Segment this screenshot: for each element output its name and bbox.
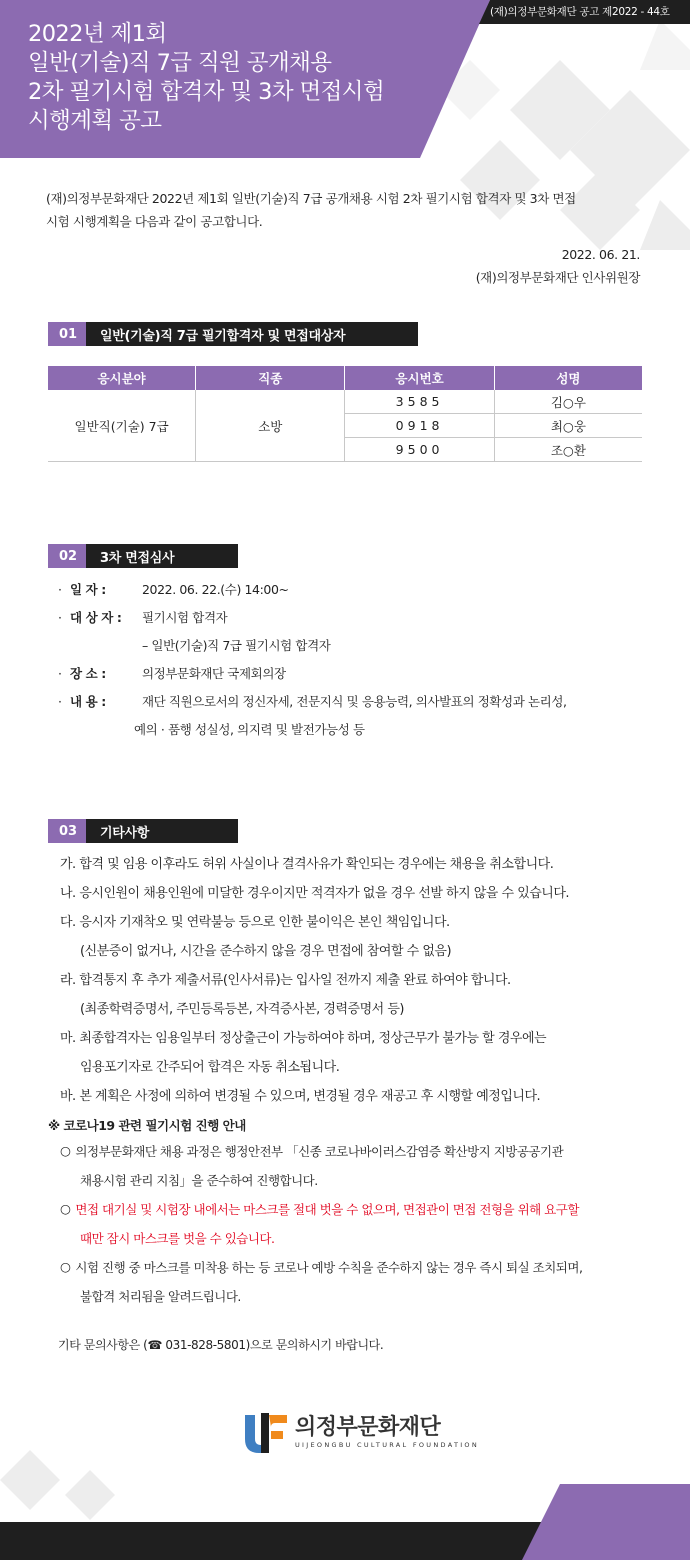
info-label: 일 자 :: [70, 582, 106, 597]
logo-name-ko: 의정부문화재단: [295, 1415, 441, 1440]
title-line: 2022년 제1회: [28, 21, 167, 47]
page-title: [28, 20, 448, 136]
info-row-target-sub: [58, 631, 658, 659]
covid-notice: [48, 1114, 658, 1310]
applicant-table: [48, 366, 642, 462]
intro-line: (재)의정부문화재단 2022년 제1회 일반(기술)직 7급 공개채용 시험 2차 필기시험 합격자 및 3차 면접: [46, 191, 576, 206]
note-line: 마. 최종합격자는 임용일부터 정상출근이 가능하여야 하며, 정상근무가 불가능 할 경우에는: [60, 1031, 547, 1046]
cell-exam-number: 3585: [345, 390, 494, 414]
info-value: 재단 직원으로서의 정신자세, 전문지식 및 응용능력, 의사발표의 정확성과 논리성,: [142, 694, 567, 709]
info-value: – 일반(기술)직 7급 필기시험 합격자: [142, 638, 331, 653]
circle-marker-icon: ○: [60, 1201, 71, 1216]
cell-name: 김○우: [494, 390, 642, 414]
title-line: 일반(기술)직 7급 직원 공개채용: [28, 50, 332, 76]
title-line: 시행계획 공고: [28, 108, 162, 134]
foundation-logo: [243, 1411, 479, 1455]
note-line: 가. 합격 및 임용 이후라도 허위 사실이나 결격사유가 확인되는 경우에는 채용을 취소합니다.: [60, 857, 554, 872]
section-heading-2: [48, 544, 238, 568]
info-label: 내 용 :: [70, 694, 106, 709]
circle-marker-icon: ○: [60, 1143, 71, 1158]
info-row-content-cont: [58, 715, 658, 743]
cell-exam-number: 9500: [345, 438, 494, 462]
column-header: 응시번호: [345, 366, 494, 390]
contact-info: 기타 문의사항은 (☎ 031-828-5801)으로 문의하시기 바랍니다.: [58, 1338, 384, 1352]
bullet: ·: [58, 665, 62, 681]
covid-text: 의정부문화재단 채용 과정은 행정안전부 「신종 코로나바이러스감염증 확산방지 지방공공기관: [75, 1143, 564, 1159]
info-row-place: [58, 659, 658, 687]
section-title: 일반(기술)직 7급 필기합격자 및 면접대상자: [86, 322, 418, 346]
info-value: 2022. 06. 22.(수) 14:00~: [142, 582, 289, 597]
info-value: 필기시험 합격자: [142, 610, 228, 625]
cell-name: 조○환: [494, 438, 642, 462]
section-title: 3차 면접심사: [86, 544, 238, 568]
covid-warning-text: 때만 잠시 마스크를 벗을 수 있습니다.: [80, 1230, 275, 1246]
covid-title: ※ 코로나19 관련 필기시험 진행 안내: [48, 1118, 246, 1133]
bullet: ·: [58, 609, 62, 625]
covid-warning-text: 면접 대기실 및 시험장 내에서는 마스크를 절대 벗을 수 없으며, 면접관이 면접 전형을 위해 요구할: [75, 1201, 579, 1217]
covid-line: 불합격 처리됨을 알려드립니다.: [80, 1288, 241, 1304]
cell-field: 일반직(기술) 7급: [48, 390, 196, 462]
info-label: 대 상 자 :: [70, 610, 122, 625]
note-line: 임용포기자로 간주되어 합격은 자동 취소됩니다.: [80, 1060, 340, 1075]
bullet: ·: [58, 693, 62, 709]
section-number: 02: [48, 544, 86, 568]
section-heading-3: [48, 819, 238, 843]
covid-line: 채용시험 관리 지침」을 준수하여 진행합니다.: [80, 1172, 318, 1188]
section-heading-1: [48, 322, 418, 346]
covid-line: [48, 1136, 658, 1165]
info-value: 의정부문화재단 국제회의장: [142, 666, 286, 681]
note-line: 라. 합격통지 후 추가 제출서류(인사서류)는 입사일 전까지 제출 완료 하여야 합니다.: [60, 973, 511, 988]
info-row-target: [58, 603, 658, 631]
note-line: 다. 응시자 기재착오 및 연락불능 등으로 인한 불이익은 본인 책임입니다.: [60, 915, 450, 930]
note-line: (최종학력증명서, 주민등록등본, 자격증사본, 경력증명서 등): [80, 1002, 404, 1017]
logo-name-en: UIJEONGBU CULTURAL FOUNDATION: [295, 1441, 480, 1449]
column-header: 성명: [494, 366, 642, 390]
logo-mark-icon: [243, 1411, 289, 1455]
cell-job: 소방: [196, 390, 345, 462]
info-value: 예의 · 품행 성실성, 의지력 및 발전가능성 등: [134, 722, 365, 737]
note-line: 나. 응시인원이 채용인원에 미달한 경우이지만 적격자가 없을 경우 선발 하지 않을 수 있습니다.: [60, 886, 570, 901]
intro-line: 시험 시행계획을 다음과 같이 공고합니다.: [46, 214, 263, 229]
covid-line: [48, 1252, 658, 1281]
covid-line: [48, 1194, 658, 1223]
column-header: 응시분야: [48, 366, 196, 390]
announce-org: (재)의정부문화재단 인사위원장: [475, 270, 640, 285]
intro-text: [46, 187, 646, 289]
interview-info: [58, 575, 658, 743]
circle-marker-icon: ○: [60, 1259, 71, 1274]
table-row: [48, 390, 642, 414]
covid-text: 시험 진행 중 마스크를 미착용 하는 등 코로나 예방 수칙을 준수하지 않는 경우 즉시 퇴실 조치되며,: [75, 1259, 583, 1275]
title-line: 2차 필기시험 합격자 및 3차 면접시험: [28, 79, 385, 105]
notice-number: (재)의정부문화재단 공고 제2022 - 44호: [490, 6, 670, 18]
cell-name: 최○웅: [494, 414, 642, 438]
section-number: 03: [48, 819, 86, 843]
info-label: 장 소 :: [70, 666, 106, 681]
column-header: 직종: [196, 366, 345, 390]
info-row-content: [58, 687, 658, 715]
section-title: 기타사항: [86, 819, 238, 843]
info-row-date: [58, 575, 658, 603]
note-line: 바. 본 계획은 사정에 의하여 변경될 수 있으며, 변경될 경우 재공고 후 시행할 예정입니다.: [60, 1089, 541, 1104]
cell-exam-number: 0918: [345, 414, 494, 438]
other-notes: [60, 848, 670, 1109]
bullet: ·: [58, 581, 62, 597]
section-number: 01: [48, 322, 86, 346]
note-line: (신분증이 없거나, 시간을 준수하지 않을 경우 면접에 참여할 수 없음): [80, 944, 452, 959]
announce-date: 2022. 06. 21.: [561, 247, 640, 262]
